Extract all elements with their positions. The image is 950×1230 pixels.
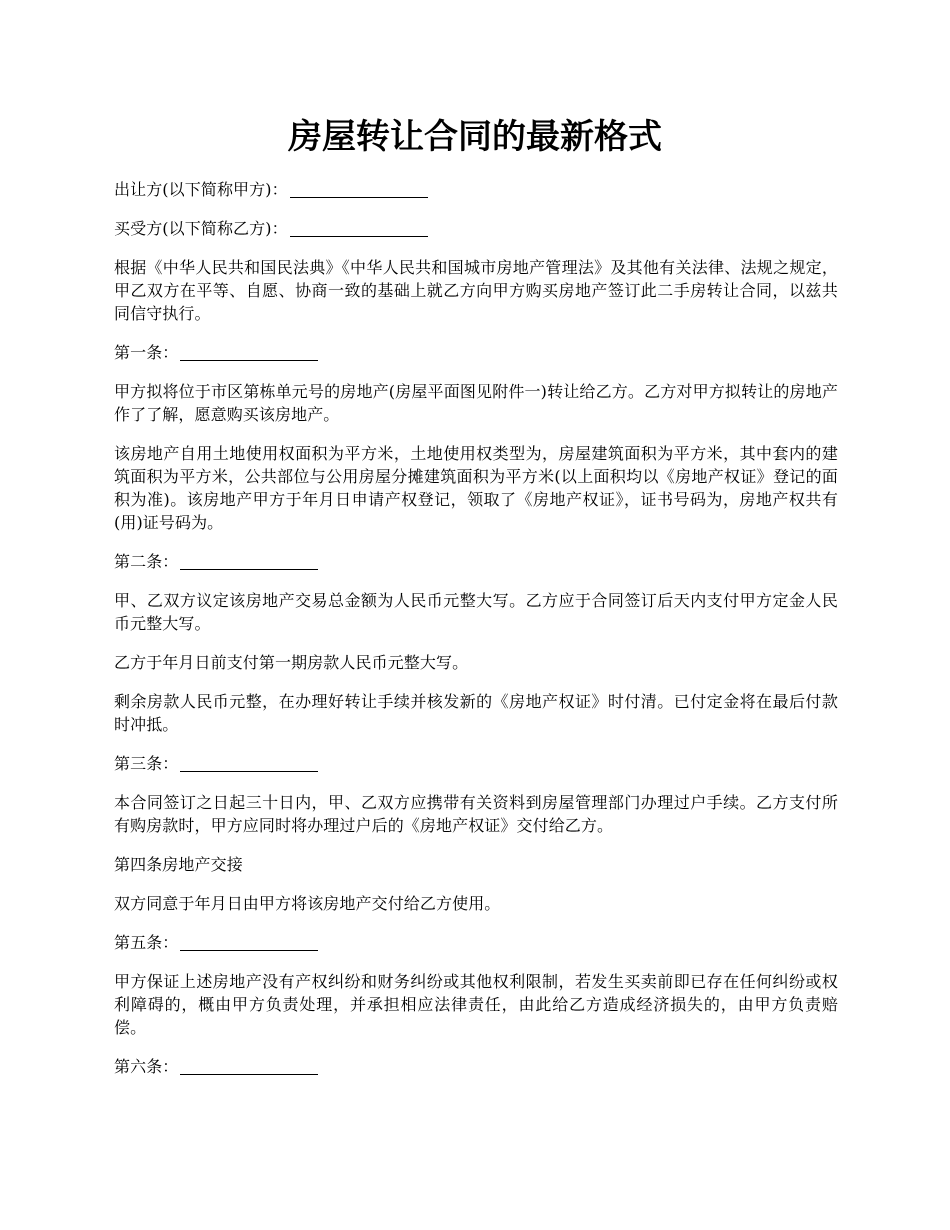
fill-in-blank: [180, 755, 318, 772]
fill-in-blank: [180, 934, 318, 951]
paragraph-property-area: 该房地产自用土地使用权面积为平方米，土地使用权类型为，房屋建筑面积为平方米，其中套内的建筑面积为平方米，公共部位与公用房屋分摊建筑面积为平方米(以上面积均以《房地产权证》登记的面积为准)。该房地产甲方于年月日申请产权登记，领取了《房地产权证》，证书号码为，房地产权共有(用)证号码为。: [114, 444, 838, 532]
article-5-heading: [114, 931, 838, 954]
fill-in-blank: [180, 344, 318, 361]
paragraph-buyer: [114, 217, 838, 240]
paragraph-text: 第一条：: [114, 343, 179, 362]
paragraph-text: 买受方(以下简称乙方)：: [114, 219, 288, 238]
paragraph-text: 第五条：: [114, 933, 179, 952]
article-1-heading: [114, 341, 838, 364]
paragraph-first-payment: 乙方于年月日前支付第一期房款人民币元整大写。: [114, 653, 469, 672]
fill-in-blank: [290, 220, 428, 237]
paragraph-transfer-procedure: 本合同签订之日起三十日内，甲、乙双方应携带有关资料到房屋管理部门办理过户手续。乙方支付所有购房款时，甲方应同时将办理过户后的《房地产权证》交付给乙方。: [114, 793, 838, 835]
fill-in-blank: [180, 1058, 318, 1075]
article-6-heading: [114, 1055, 838, 1078]
paragraph-seller: [114, 178, 838, 201]
paragraph-handover: 双方同意于年月日由甲方将该房地产交付给乙方使用。: [114, 894, 501, 913]
paragraph-text: 第二条：: [114, 552, 179, 571]
document-title: 房屋转让合同的最新格式: [288, 117, 662, 157]
paragraph-preamble: 根据《中华人民共和国民法典》《中华人民共和国城市房地产管理法》及其他有关法律、法规之规定，甲乙双方在平等、自愿、协商一致的基础上就乙方向甲方购买房地产签订此二手房转让合同，以兹共同信守执行。: [114, 258, 838, 323]
paragraph-text: 第三条：: [114, 754, 179, 773]
article-4-heading: 第四条房地产交接: [114, 855, 243, 874]
paragraph-remaining-payment: 剩余房款人民币元整，在办理好转让手续并核发新的《房地产权证》时付清。已付定金将在最后付款时冲抵。: [114, 692, 838, 734]
fill-in-blank: [180, 553, 318, 570]
paragraph-text: 出让方(以下简称甲方)：: [114, 180, 288, 199]
document-body: [114, 178, 838, 1094]
paragraph-text: 第六条：: [114, 1057, 179, 1076]
article-3-heading: [114, 752, 838, 775]
article-2-heading: [114, 550, 838, 573]
paragraph-total-price: 甲、乙双方议定该房地产交易总金额为人民币元整大写。乙方应于合同签订后天内支付甲方定金人民币元整大写。: [114, 591, 838, 633]
paragraph-property-location: 甲方拟将位于市区第栋单元号的房地产(房屋平面图见附件一)转让给乙方。乙方对甲方拟转让的房地产作了了解，愿意购买该房地产。: [114, 382, 838, 424]
paragraph-warranty: 甲方保证上述房地产没有产权纠纷和财务纠纷或其他权利限制，若发生买卖前即已存在任何纠纷或权利障碍的，概由甲方负责处理，并承担相应法律责任，由此给乙方造成经济损失的，由甲方负责赔偿。: [114, 972, 838, 1037]
fill-in-blank: [290, 181, 428, 198]
